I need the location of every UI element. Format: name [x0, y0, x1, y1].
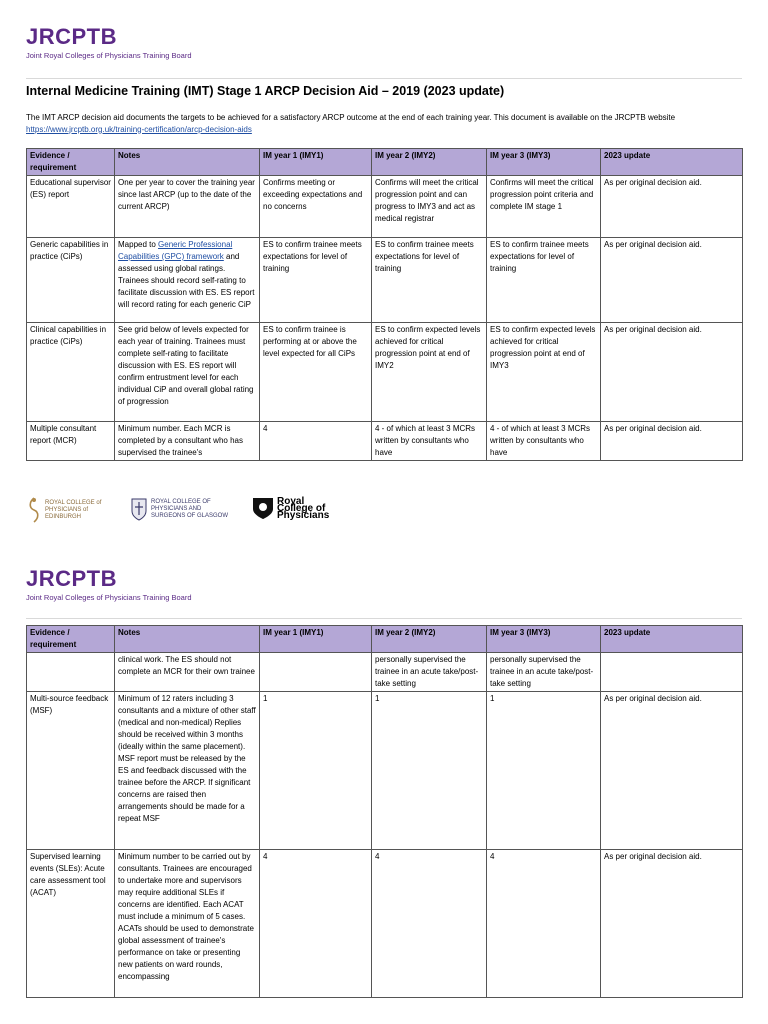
cell-y1: 1 [260, 692, 372, 850]
rcpe-text: ROYAL COLLEGE of PHYSICIANS of EDINBURGH [45, 499, 102, 520]
table-row [27, 323, 743, 422]
col-y1: IM year 1 (IMY1) [260, 149, 372, 176]
col-notes: Notes [115, 626, 260, 653]
arcp-link[interactable]: https://www.jrcptb.org.uk/training-certification/arcp-decision-aids [26, 124, 252, 134]
cell-y1: Confirms meeting or exceeding expectations and no concerns [260, 176, 372, 238]
cell-y2: 4 [372, 850, 487, 998]
col-y2: IM year 2 (IMY2) [372, 626, 487, 653]
logo-subtitle: Joint Royal Colleges of Physicians Training Board [26, 593, 192, 602]
rcpsg-text: ROYAL COLLEGE OF PHYSICIANS AND SURGEONS OF GLASGOW [151, 498, 229, 519]
rcp-crest-icon [252, 496, 274, 520]
cell-y2: ES to confirm trainee meets expectations for level of training [372, 238, 487, 323]
rcpe-crest-icon [26, 496, 42, 524]
decision-table-page2 [26, 625, 743, 998]
cell-evidence: Clinical capabilities in practice (CiPs) [27, 323, 115, 422]
cell-y2: 1 [372, 692, 487, 850]
table-row [27, 653, 743, 692]
cell-notes [115, 238, 260, 323]
cell-y3: 1 [487, 692, 601, 850]
cell-y1 [260, 653, 372, 692]
cell-y3: personally supervised the trainee in an acute take/post-take setting [487, 653, 601, 692]
logo-text: JRCPTB [26, 24, 118, 49]
intro-paragraph [26, 112, 726, 135]
logo-subtitle: Joint Royal Colleges of Physicians Training Board [26, 51, 192, 60]
cell-notes: clinical work. The ES should not complete an MCR for their own trainee [115, 653, 260, 692]
rcpsg-crest-icon [130, 496, 148, 522]
cell-y2: 4 - of which at least 3 MCRs written by consultants who have [372, 422, 487, 461]
cell-y1: ES to confirm trainee is performing at or above the level expected for all CiPs [260, 323, 372, 422]
table-row [27, 238, 743, 323]
rcpsg-logo [130, 496, 231, 522]
cell-evidence [27, 653, 115, 692]
table-row [27, 422, 743, 461]
header-divider [26, 78, 742, 79]
rcpe-logo [26, 496, 105, 524]
cell-update: As per original decision aid. [601, 850, 743, 998]
header-divider [26, 618, 742, 619]
cell-update: As per original decision aid. [601, 323, 743, 422]
table-row [27, 692, 743, 850]
cell-update: As per original decision aid. [601, 176, 743, 238]
col-evidence: Evidence / requirement [27, 149, 115, 176]
cell-y3: ES to confirm trainee meets expectations for level of training [487, 238, 601, 323]
decision-table-page1 [26, 148, 743, 461]
rcp-logo [252, 496, 339, 520]
cell-evidence: Educational supervisor (ES) report [27, 176, 115, 238]
logo-text: JRCPTB [26, 566, 118, 591]
rcp-text: Royal College of Physicians [277, 495, 330, 521]
cell-y2: Confirms will meet the critical progression point and can progress to IMY3 and act as medical registrar [372, 176, 487, 238]
cell-y1: 4 [260, 422, 372, 461]
cell-update: As per original decision aid. [601, 422, 743, 461]
col-notes: Notes [115, 149, 260, 176]
table-row [27, 850, 743, 998]
table-row [27, 176, 743, 238]
col-y3: IM year 3 (IMY3) [487, 149, 601, 176]
cell-notes: See grid below of levels expected for each year of training. Trainees must complete self-rating to facilitate discussion with ES. ES report will confirm entrustment level for each individual CiP and overall global rating of progression [115, 323, 260, 422]
cell-update [601, 653, 743, 692]
cell-y1: ES to confirm trainee meets expectations for level of training [260, 238, 372, 323]
cell-evidence: Generic capabilities in practice (CiPs) [27, 238, 115, 323]
intro-text: The IMT ARCP decision aid documents the targets to be achieved for a satisfactory ARCP outcome at the end of each training year. This document is available on the JRCPTB website [26, 113, 676, 122]
cell-y3: 4 - of which at least 3 MCRs written by consultants who have [487, 422, 601, 461]
cell-notes: Minimum of 12 raters including 3 consultants and a mixture of other staff (medical and non-medical) Replies should be received within 3 months (ideally within the same placement). MSF report must be released by the ES and feedback discussed with the trainee before the ARCP. If significant concerns are raised then arrangements should be made for a repeat MSF [115, 692, 260, 850]
cell-notes: One per year to cover the training year since last ARCP (up to the date of the current ARCP) [115, 176, 260, 238]
col-y1: IM year 1 (IMY1) [260, 626, 372, 653]
cell-notes: Minimum number. Each MCR is completed by a consultant who has supervised the trainee's [115, 422, 260, 461]
col-update: 2023 update [601, 149, 743, 176]
col-update: 2023 update [601, 626, 743, 653]
cell-y1: 4 [260, 850, 372, 998]
cell-y3: Confirms will meet the critical progression point criteria and complete IM stage 1 [487, 176, 601, 238]
cell-evidence: Multiple consultant report (MCR) [27, 422, 115, 461]
col-y2: IM year 2 (IMY2) [372, 149, 487, 176]
cell-update: As per original decision aid. [601, 692, 743, 850]
page-title: Internal Medicine Training (IMT) Stage 1 ARCP Decision Aid – 2019 (2023 update) [26, 84, 505, 98]
cell-evidence: Multi-source feedback (MSF) [27, 692, 115, 850]
jrcptb-logo-page2 [26, 568, 192, 602]
cell-y2: ES to confirm expected levels achieved for critical progression point at end of IMY2 [372, 323, 487, 422]
cell-notes: Minimum number to be carried out by consultants. Trainees are encouraged to undertake more and supervisors may require additional SLEs if concerns are identified. Each ACAT must include a minimum of 5 cases. ACATs should be used to demonstrate global assessment of trainee's performance on take or presenting new patients on ward rounds, encompassing [115, 850, 260, 998]
cell-evidence: Supervised learning events (SLEs): Acute care assessment tool (ACAT) [27, 850, 115, 998]
cell-y2: personally supervised the trainee in an acute take/post-take setting [372, 653, 487, 692]
cell-update: As per original decision aid. [601, 238, 743, 323]
cell-y3: 4 [487, 850, 601, 998]
gpc-framework-link[interactable]: Generic Professional Capabilities (GPC) framework [118, 240, 233, 261]
notes-prefix: Mapped to [118, 240, 159, 249]
notes-rest: and assessed using global ratings. Trainees should record self-rating to facilitate discussion with ES. ES report will record rating for each generic CiP [118, 252, 255, 309]
col-y3: IM year 3 (IMY3) [487, 626, 601, 653]
col-evidence: Evidence / requirement [27, 626, 115, 653]
cell-y3: ES to confirm expected levels achieved for critical progression point at end of IMY3 [487, 323, 601, 422]
jrcptb-logo [26, 26, 192, 60]
